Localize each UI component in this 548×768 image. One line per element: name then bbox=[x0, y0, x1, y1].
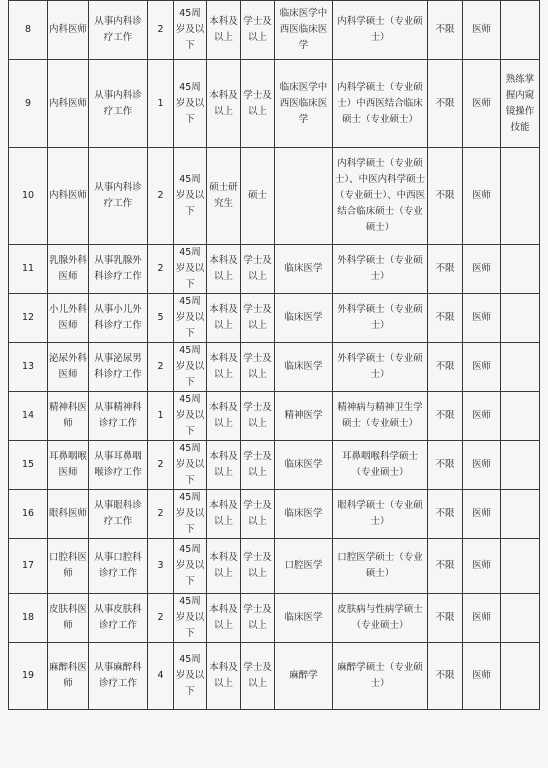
age-requirement: 45周岁及以下 bbox=[174, 343, 207, 392]
household-requirement: 不限 bbox=[428, 1, 463, 60]
position-name: 耳鼻咽喉医师 bbox=[48, 441, 89, 490]
headcount: 2 bbox=[148, 245, 174, 294]
job-duties: 从事乳腺外科诊疗工作 bbox=[89, 245, 148, 294]
qualification-requirement: 医师 bbox=[463, 245, 501, 294]
headcount: 2 bbox=[148, 441, 174, 490]
headcount: 3 bbox=[148, 539, 174, 594]
degree-requirement: 学士及以上 bbox=[241, 539, 275, 594]
postgrad-major: 内科学硕士（专业硕士） bbox=[333, 1, 428, 60]
table-row bbox=[9, 60, 540, 148]
household-requirement: 不限 bbox=[428, 539, 463, 594]
row-number: 14 bbox=[9, 392, 48, 441]
job-duties: 从事眼科诊疗工作 bbox=[89, 490, 148, 539]
postgrad-major: 皮肤病与性病学硕士（专业硕士） bbox=[333, 594, 428, 643]
education-requirement: 本科及以上 bbox=[207, 490, 241, 539]
row-number: 10 bbox=[9, 148, 48, 245]
other-requirement bbox=[501, 539, 540, 594]
headcount: 1 bbox=[148, 60, 174, 148]
undergrad-major: 临床医学 bbox=[275, 294, 333, 343]
other-requirement bbox=[501, 594, 540, 643]
job-duties: 从事内科诊疗工作 bbox=[89, 1, 148, 60]
row-number: 16 bbox=[9, 490, 48, 539]
postgrad-major: 外科学硕士（专业硕士） bbox=[333, 245, 428, 294]
education-requirement: 本科及以上 bbox=[207, 343, 241, 392]
undergrad-major: 临床医学中西医临床医学 bbox=[275, 1, 333, 60]
qualification-requirement: 医师 bbox=[463, 594, 501, 643]
other-requirement bbox=[501, 343, 540, 392]
other-requirement bbox=[501, 441, 540, 490]
qualification-requirement: 医师 bbox=[463, 441, 501, 490]
undergrad-major: 精神医学 bbox=[275, 392, 333, 441]
job-duties: 从事麻醉科诊疗工作 bbox=[89, 643, 148, 710]
recruitment-table bbox=[8, 0, 540, 710]
degree-requirement: 学士及以上 bbox=[241, 490, 275, 539]
other-requirement: 熟练掌握内窥镜操作技能 bbox=[501, 60, 540, 148]
postgrad-major: 内科学硕士（专业硕士）、中医内科学硕士（专业硕士）、中西医结合临床硕士（专业硕士） bbox=[333, 148, 428, 245]
postgrad-major: 眼科学硕士（专业硕士） bbox=[333, 490, 428, 539]
headcount: 5 bbox=[148, 294, 174, 343]
age-requirement: 45周岁及以下 bbox=[174, 1, 207, 60]
position-name: 内科医师 bbox=[48, 148, 89, 245]
job-duties: 从事精神科诊疗工作 bbox=[89, 392, 148, 441]
other-requirement bbox=[501, 148, 540, 245]
table-row bbox=[9, 539, 540, 594]
qualification-requirement: 医师 bbox=[463, 343, 501, 392]
degree-requirement: 学士及以上 bbox=[241, 441, 275, 490]
position-name: 精神科医师 bbox=[48, 392, 89, 441]
undergrad-major: 临床医学 bbox=[275, 594, 333, 643]
table-row bbox=[9, 594, 540, 643]
table-body bbox=[9, 1, 540, 710]
education-requirement: 本科及以上 bbox=[207, 539, 241, 594]
row-number: 17 bbox=[9, 539, 48, 594]
age-requirement: 45周岁及以下 bbox=[174, 294, 207, 343]
row-number: 9 bbox=[9, 60, 48, 148]
table-row bbox=[9, 343, 540, 392]
age-requirement: 45周岁及以下 bbox=[174, 245, 207, 294]
headcount: 2 bbox=[148, 1, 174, 60]
row-number: 18 bbox=[9, 594, 48, 643]
position-name: 皮肤科医师 bbox=[48, 594, 89, 643]
household-requirement: 不限 bbox=[428, 490, 463, 539]
row-number: 11 bbox=[9, 245, 48, 294]
qualification-requirement: 医师 bbox=[463, 539, 501, 594]
degree-requirement: 学士及以上 bbox=[241, 245, 275, 294]
table-row bbox=[9, 148, 540, 245]
education-requirement: 本科及以上 bbox=[207, 594, 241, 643]
other-requirement bbox=[501, 294, 540, 343]
postgrad-major: 外科学硕士（专业硕士） bbox=[333, 294, 428, 343]
household-requirement: 不限 bbox=[428, 594, 463, 643]
position-name: 眼科医师 bbox=[48, 490, 89, 539]
degree-requirement: 学士及以上 bbox=[241, 343, 275, 392]
postgrad-major: 口腔医学硕士（专业硕士） bbox=[333, 539, 428, 594]
age-requirement: 45周岁及以下 bbox=[174, 392, 207, 441]
age-requirement: 45周岁及以下 bbox=[174, 594, 207, 643]
table-row bbox=[9, 392, 540, 441]
household-requirement: 不限 bbox=[428, 343, 463, 392]
age-requirement: 45周岁及以下 bbox=[174, 60, 207, 148]
table-row bbox=[9, 643, 540, 710]
education-requirement: 本科及以上 bbox=[207, 245, 241, 294]
education-requirement: 本科及以上 bbox=[207, 60, 241, 148]
row-number: 15 bbox=[9, 441, 48, 490]
degree-requirement: 硕士 bbox=[241, 148, 275, 245]
qualification-requirement: 医师 bbox=[463, 490, 501, 539]
qualification-requirement: 医师 bbox=[463, 294, 501, 343]
job-duties: 从事耳鼻咽喉诊疗工作 bbox=[89, 441, 148, 490]
row-number: 13 bbox=[9, 343, 48, 392]
qualification-requirement: 医师 bbox=[463, 643, 501, 710]
qualification-requirement: 医师 bbox=[463, 148, 501, 245]
education-requirement: 本科及以上 bbox=[207, 294, 241, 343]
household-requirement: 不限 bbox=[428, 392, 463, 441]
undergrad-major: 临床医学 bbox=[275, 343, 333, 392]
education-requirement: 本科及以上 bbox=[207, 1, 241, 60]
age-requirement: 45周岁及以下 bbox=[174, 643, 207, 710]
education-requirement: 本科及以上 bbox=[207, 392, 241, 441]
household-requirement: 不限 bbox=[428, 148, 463, 245]
headcount: 4 bbox=[148, 643, 174, 710]
headcount: 1 bbox=[148, 392, 174, 441]
job-duties: 从事皮肤科诊疗工作 bbox=[89, 594, 148, 643]
position-name: 泌尿外科医师 bbox=[48, 343, 89, 392]
headcount: 2 bbox=[148, 490, 174, 539]
household-requirement: 不限 bbox=[428, 643, 463, 710]
other-requirement bbox=[501, 490, 540, 539]
other-requirement bbox=[501, 245, 540, 294]
postgrad-major: 精神病与精神卫生学硕士（专业硕士） bbox=[333, 392, 428, 441]
position-name: 口腔科医师 bbox=[48, 539, 89, 594]
row-number: 8 bbox=[9, 1, 48, 60]
age-requirement: 45周岁及以下 bbox=[174, 539, 207, 594]
table-row bbox=[9, 245, 540, 294]
job-duties: 从事泌尿男科诊疗工作 bbox=[89, 343, 148, 392]
undergrad-major: 口腔医学 bbox=[275, 539, 333, 594]
other-requirement bbox=[501, 643, 540, 710]
table-row bbox=[9, 294, 540, 343]
other-requirement bbox=[501, 392, 540, 441]
education-requirement: 本科及以上 bbox=[207, 643, 241, 710]
undergrad-major: 麻醉学 bbox=[275, 643, 333, 710]
age-requirement: 45周岁及以下 bbox=[174, 490, 207, 539]
undergrad-major: 临床医学 bbox=[275, 490, 333, 539]
education-requirement: 硕士研究生 bbox=[207, 148, 241, 245]
job-duties: 从事口腔科诊疗工作 bbox=[89, 539, 148, 594]
education-requirement: 本科及以上 bbox=[207, 441, 241, 490]
age-requirement: 45周岁及以下 bbox=[174, 441, 207, 490]
degree-requirement: 学士及以上 bbox=[241, 643, 275, 710]
position-name: 乳腺外科医师 bbox=[48, 245, 89, 294]
postgrad-major: 麻醉学硕士（专业硕士） bbox=[333, 643, 428, 710]
row-number: 19 bbox=[9, 643, 48, 710]
job-duties: 从事内科诊疗工作 bbox=[89, 60, 148, 148]
position-name: 麻醉科医师 bbox=[48, 643, 89, 710]
postgrad-major: 外科学硕士（专业硕士） bbox=[333, 343, 428, 392]
undergrad-major: 临床医学 bbox=[275, 441, 333, 490]
position-name: 小儿外科医师 bbox=[48, 294, 89, 343]
job-duties: 从事小儿外科诊疗工作 bbox=[89, 294, 148, 343]
qualification-requirement: 医师 bbox=[463, 60, 501, 148]
undergrad-major: 临床医学 bbox=[275, 245, 333, 294]
other-requirement bbox=[501, 1, 540, 60]
age-requirement: 45周岁及以下 bbox=[174, 148, 207, 245]
degree-requirement: 学士及以上 bbox=[241, 60, 275, 148]
headcount: 2 bbox=[148, 148, 174, 245]
row-number: 12 bbox=[9, 294, 48, 343]
job-duties: 从事内科诊疗工作 bbox=[89, 148, 148, 245]
headcount: 2 bbox=[148, 594, 174, 643]
degree-requirement: 学士及以上 bbox=[241, 1, 275, 60]
undergrad-major bbox=[275, 148, 333, 245]
degree-requirement: 学士及以上 bbox=[241, 594, 275, 643]
household-requirement: 不限 bbox=[428, 60, 463, 148]
table-row bbox=[9, 441, 540, 490]
household-requirement: 不限 bbox=[428, 294, 463, 343]
postgrad-major: 耳鼻咽喉科学硕士（专业硕士） bbox=[333, 441, 428, 490]
household-requirement: 不限 bbox=[428, 441, 463, 490]
position-name: 内科医师 bbox=[48, 1, 89, 60]
postgrad-major: 内科学硕士（专业硕士）中西医结合临床硕士（专业硕士） bbox=[333, 60, 428, 148]
degree-requirement: 学士及以上 bbox=[241, 392, 275, 441]
headcount: 2 bbox=[148, 343, 174, 392]
household-requirement: 不限 bbox=[428, 245, 463, 294]
degree-requirement: 学士及以上 bbox=[241, 294, 275, 343]
table-row bbox=[9, 1, 540, 60]
undergrad-major: 临床医学中西医临床医学 bbox=[275, 60, 333, 148]
position-name: 内科医师 bbox=[48, 60, 89, 148]
qualification-requirement: 医师 bbox=[463, 392, 501, 441]
table-row bbox=[9, 490, 540, 539]
qualification-requirement: 医师 bbox=[463, 1, 501, 60]
